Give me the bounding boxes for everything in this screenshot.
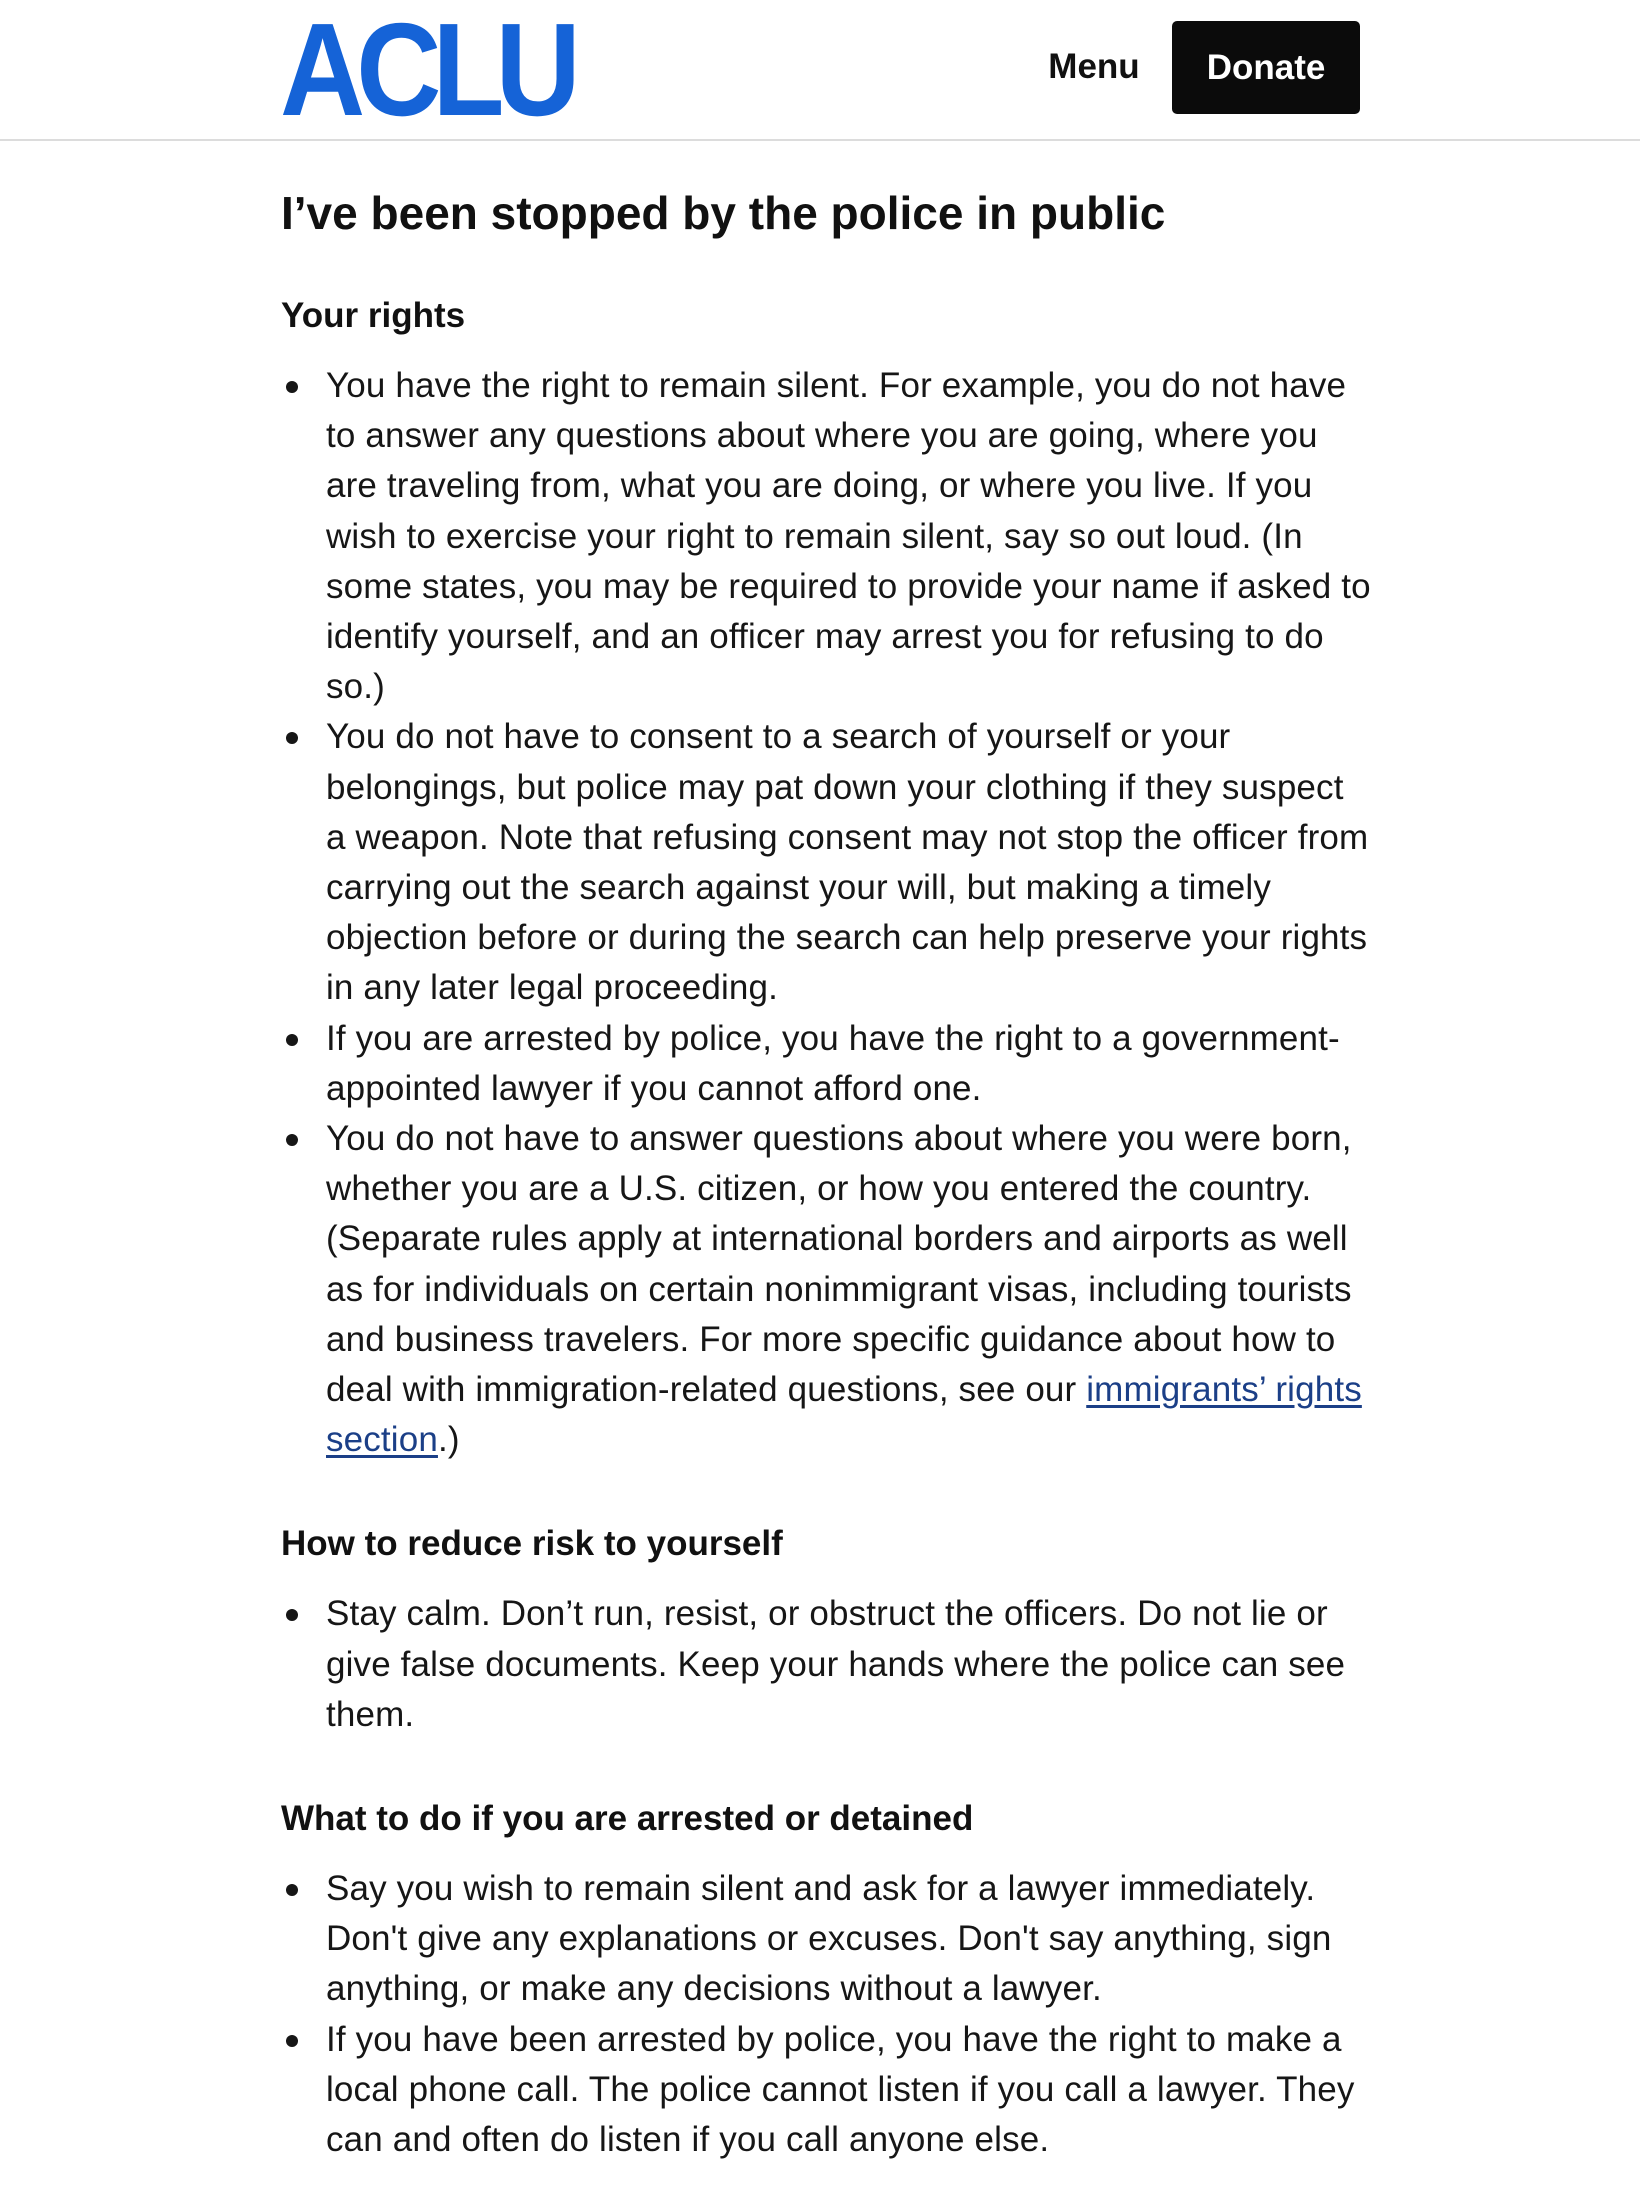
bullet-icon [286, 732, 298, 744]
main-content [281, 141, 1371, 2165]
list-item-text: Stay calm. Don’t run, resist, or obstruct the officers. Do not lie or give false documents. Keep your hands where the police can see them. [326, 1594, 1346, 1734]
list-item-text: If you are arrested by police, you have the right to a government-appointed lawyer if you cannot afford one. [326, 1018, 1340, 1108]
bullet-icon [286, 1609, 298, 1621]
list-item-text: You do not have to answer questions about where you were born, whether you are a U.S. citizen, or how you entered the country. (Separate rules apply at international borders and airports as well as for individuals on certain nonimmigrant visas, including tourists and business travelers. For more specific guidance about how to deal with immigration-related questions, see our [326, 1119, 1352, 1410]
list-item [281, 2015, 1371, 2166]
bullet-icon [286, 1884, 298, 1896]
list-item-text: If you have been arrested by police, you have the right to make a local phone call. The police cannot listen if you call a lawyer. They can and often do listen if you call anyone else. [326, 2019, 1355, 2160]
aclu-logo[interactable]: ACLU [280, 0, 572, 145]
list-item [281, 1864, 1371, 2015]
bullet-icon [286, 1034, 298, 1046]
immigrants-rights-link[interactable]: immigrants’ rights section [326, 1370, 1362, 1460]
reduce-risk-list [281, 1589, 1371, 1740]
bullet-icon [286, 1134, 298, 1146]
page-title: I’ve been stopped by the police in public [281, 187, 1166, 239]
section-heading-reduce-risk: How to reduce risk to yourself [281, 1524, 783, 1564]
list-item [281, 1589, 1371, 1740]
list-item-text: You have the right to remain silent. For example, you do not have to answer any questions about where you are going, where you are traveling from, what you are doing, or where you live. If you wish to exercise your right to remain silent, say so out loud. (In some states, you may be required to provide your name if asked to identify yourself, and an officer may arrest you for refusing to do so.) [326, 366, 1371, 707]
list-item-text-end: .) [437, 1420, 460, 1460]
list-item-text: Say you wish to remain silent and ask for a lawyer immediately. Don't give any explanations or excuses. Don't say anything, sign anything, or make any decisions without a lawyer. [326, 1869, 1332, 2009]
list-item [281, 361, 1371, 712]
list-item [281, 1014, 1371, 1114]
menu-button[interactable]: Menu [1024, 20, 1164, 114]
section-heading-your-rights: Your rights [281, 296, 466, 335]
list-item [281, 1114, 1371, 1465]
donate-button[interactable]: Donate [1172, 21, 1360, 114]
bullet-icon [286, 2035, 298, 2047]
list-item [281, 712, 1371, 1013]
arrested-detained-list [281, 1864, 1371, 2165]
site-header [0, 0, 1640, 145]
bullet-icon [286, 381, 298, 393]
section-heading-arrested-detained: What to do if you are arrested or detained [281, 1799, 974, 1839]
your-rights-list [281, 361, 1371, 1465]
list-item-text: You do not have to consent to a search of yourself or your belongings, but police may pat down your clothing if they suspect a weapon. Note that refusing consent may not stop the officer from carrying out the search against your will, but making a timely objection before or during the search can help preserve your rights in any later legal proceeding. [326, 717, 1369, 1008]
